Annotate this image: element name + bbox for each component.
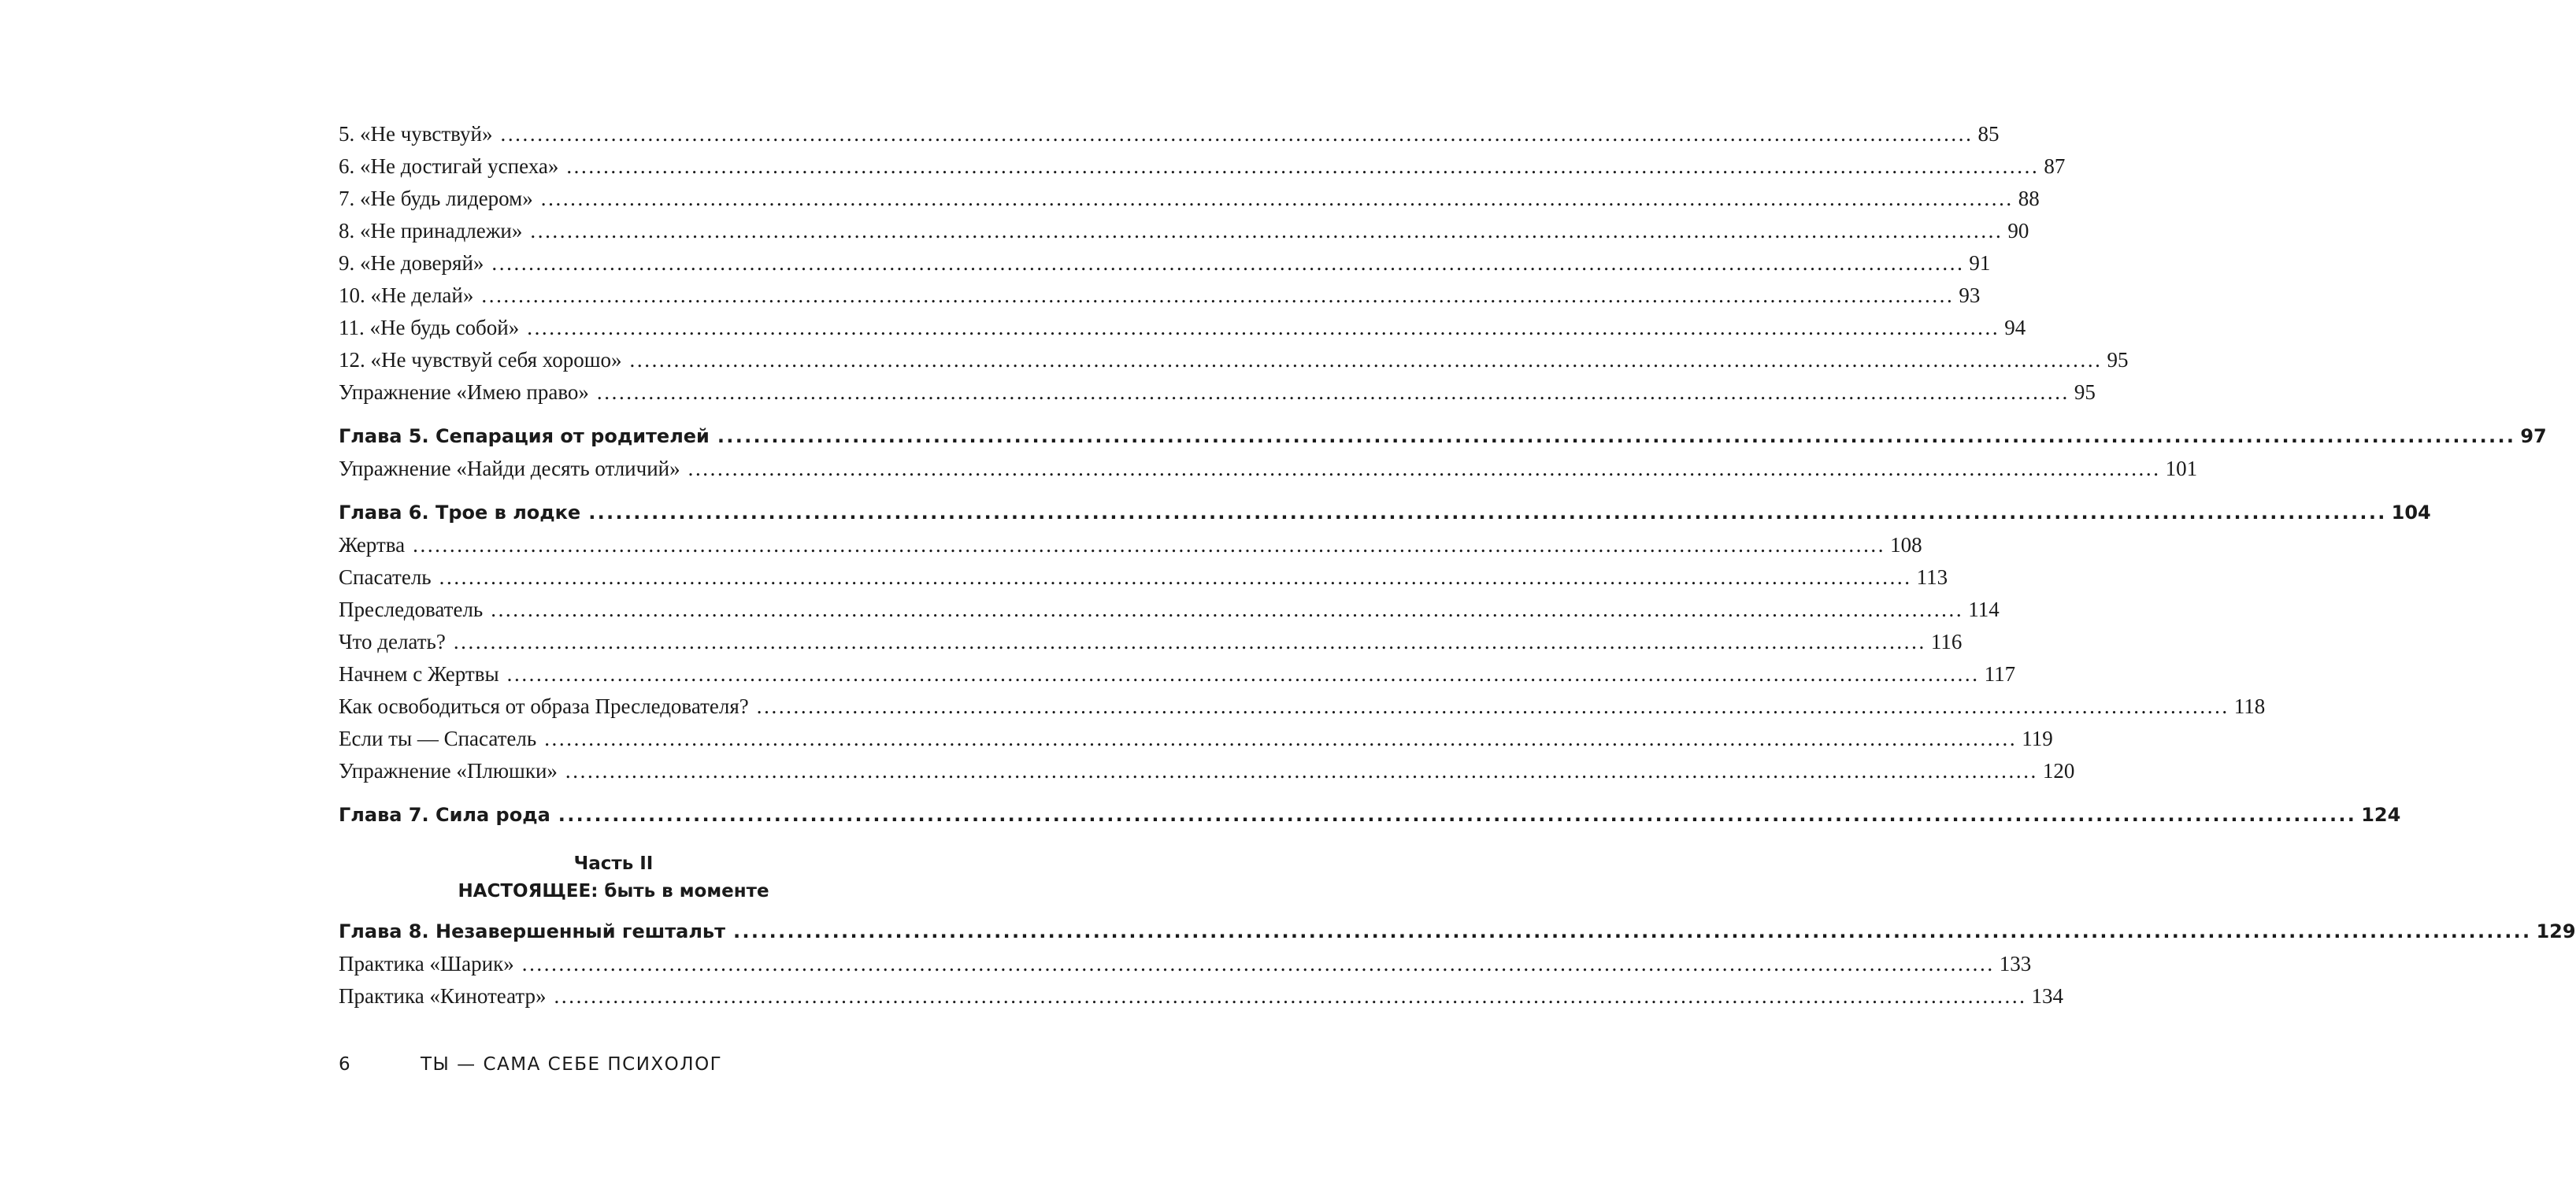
toc-entry-page: 108 <box>1890 533 1922 557</box>
dot-leader: ........................................................................................................................................................................................................ <box>688 457 2161 480</box>
book-title: ТЫ — САМА СЕБЕ ПСИХОЛОГ <box>421 1054 723 1075</box>
toc-entry[interactable] <box>339 626 1963 658</box>
toc-entry-title: 6. «Не достигай успеха» <box>339 154 559 178</box>
toc-entry-page: 91 <box>1969 251 1991 275</box>
dot-leader: ........................................................................................................................................................................................................ <box>453 630 1926 653</box>
toc-chapter-title: Глава 6. Трое в лодке <box>339 502 581 524</box>
toc-entry-title: Преследователь <box>339 598 484 621</box>
toc-entry-title: Упражнение «Имею право» <box>339 380 589 404</box>
dot-leader: ........................................................................................................................................................................................................ <box>566 154 2040 178</box>
dot-leader: ........................................................................................................................................................................................................ <box>733 920 2532 942</box>
toc-entry[interactable] <box>339 658 2016 690</box>
dot-leader: ........................................................................................................................................................................................................ <box>481 283 1955 307</box>
running-footer <box>339 1052 722 1077</box>
toc-entry[interactable] <box>339 376 2096 409</box>
toc-entry-page: 133 <box>1999 952 2032 976</box>
page-number: 6 <box>339 1054 352 1075</box>
toc-entry-title: Упражнение «Найди десять отличий» <box>339 457 680 480</box>
dot-leader: ........................................................................................................................................................................................................ <box>413 533 1886 557</box>
toc-entry[interactable] <box>339 980 2064 1013</box>
toc-entry-page: 117 <box>1984 662 2016 686</box>
toc-chapter-entry[interactable] <box>339 916 2576 948</box>
toc-entry-title: 5. «Не чувствуй» <box>339 122 493 146</box>
dot-leader: ........................................................................................................................................................................................................ <box>540 187 2014 210</box>
toc-chapter-page: 129 <box>2536 920 2576 942</box>
dot-leader: ........................................................................................................................................................................................................ <box>506 662 1980 686</box>
toc-entry-title: Начнем с Жертвы <box>339 662 499 686</box>
toc-entry-page: 134 <box>2031 984 2064 1008</box>
toc-entry-title: Жертва <box>339 533 406 557</box>
toc-entry-page: 85 <box>1977 122 2000 146</box>
toc-entry-title: 12. «Не чувствуй себя хорошо» <box>339 348 622 372</box>
toc-chapter-title: Глава 8. Незавершенный гештальт <box>339 920 726 942</box>
toc-entry-title: Что делать? <box>339 630 446 653</box>
dot-leader: ........................................................................................................................................................................................................ <box>530 219 2003 242</box>
toc-entry[interactable] <box>339 594 2000 626</box>
toc-entry-title: 8. «Не принадлежи» <box>339 219 523 242</box>
toc-entry[interactable] <box>339 312 2026 344</box>
toc-chapter-entry[interactable] <box>339 420 2547 453</box>
toc-entry-page: 116 <box>1930 630 1963 653</box>
toc-entry[interactable] <box>339 529 1922 561</box>
toc-entry[interactable] <box>339 150 2066 183</box>
dot-leader: ........................................................................................................................................................................................................ <box>588 502 2387 524</box>
toc-entry[interactable] <box>339 247 1991 280</box>
dot-leader: ........................................................................................................................................................................................................ <box>756 694 2229 718</box>
toc-entry[interactable] <box>339 948 2032 980</box>
toc-entry-page: 95 <box>2074 380 2096 404</box>
toc-entry-page: 114 <box>1968 598 2000 621</box>
toc-entry-page: 88 <box>2018 187 2040 210</box>
toc-entry[interactable] <box>339 690 2266 723</box>
toc-entry-title: Практика «Шарик» <box>339 952 514 976</box>
toc-entry-title: 10. «Не делай» <box>339 283 474 307</box>
toc-entry-title: 11. «Не будь собой» <box>339 316 520 339</box>
toc-entry[interactable] <box>339 344 2129 376</box>
part-title: НАСТОЯЩЕЕ: быть в моменте <box>458 881 769 901</box>
toc-entry[interactable] <box>339 118 2000 150</box>
toc-chapter-page: 124 <box>2361 804 2401 826</box>
dot-leader: ........................................................................................................................................................................................................ <box>565 759 2038 783</box>
toc-entry-title: Спасатель <box>339 565 432 589</box>
dot-leader: ........................................................................................................................................................................................................ <box>544 727 2018 750</box>
toc-entry-page: 120 <box>2042 759 2075 783</box>
toc-entry-page: 101 <box>2165 457 2198 480</box>
toc-entry-title: Как освободиться от образа Преследователя? <box>339 694 749 718</box>
dot-leader: ........................................................................................................................................................................................................ <box>521 952 1995 976</box>
toc-entry-title: 9. «Не доверяй» <box>339 251 484 275</box>
toc-entry[interactable] <box>339 561 1948 594</box>
toc-chapter-entry[interactable] <box>339 799 2401 831</box>
dot-leader: ........................................................................................................................................................................................................ <box>596 380 2070 404</box>
toc-entry-page: 95 <box>2107 348 2129 372</box>
toc-chapter-entry[interactable] <box>339 497 2431 529</box>
dot-leader: ........................................................................................................................................................................................................ <box>500 122 1974 146</box>
table-of-contents <box>339 118 2576 1013</box>
toc-entry[interactable] <box>339 183 2040 215</box>
dot-leader: ........................................................................................................................................................................................................ <box>527 316 2000 339</box>
toc-entry-page: 94 <box>2004 316 2026 339</box>
toc-entry-page: 118 <box>2233 694 2266 718</box>
toc-entry[interactable] <box>339 215 2029 247</box>
toc-entry-page: 87 <box>2044 154 2066 178</box>
dot-leader: ........................................................................................................................................................................................................ <box>629 348 2103 372</box>
dot-leader: ........................................................................................................................................................................................................ <box>558 804 2357 826</box>
toc-chapter-page: 97 <box>2520 425 2547 447</box>
toc-entry-page: 119 <box>2022 727 2053 750</box>
toc-entry[interactable] <box>339 453 2198 485</box>
toc-entry-page: 90 <box>2007 219 2029 242</box>
dot-leader: ........................................................................................................................................................................................................ <box>554 984 2027 1008</box>
dot-leader: ........................................................................................................................................................................................................ <box>491 251 1965 275</box>
part-label: Часть II <box>573 853 654 874</box>
part-heading <box>339 850 888 905</box>
dot-leader: ........................................................................................................................................................................................................ <box>717 425 2516 447</box>
toc-chapter-title: Глава 5. Сепарация от родителей <box>339 425 710 447</box>
toc-chapter-page: 104 <box>2391 502 2431 524</box>
toc-entry-page: 93 <box>1959 283 1981 307</box>
dot-leader: ........................................................................................................................................................................................................ <box>491 598 1964 621</box>
toc-entry-title: 7. «Не будь лидером» <box>339 187 533 210</box>
toc-entry-title: Если ты — Спасатель <box>339 727 537 750</box>
toc-entry-title: Практика «Кинотеатр» <box>339 984 547 1008</box>
toc-entry[interactable] <box>339 280 1981 312</box>
toc-chapter-title: Глава 7. Сила рода <box>339 804 550 826</box>
toc-entry[interactable] <box>339 723 2053 755</box>
toc-entry-page: 113 <box>1916 565 1948 589</box>
dot-leader: ........................................................................................................................................................................................................ <box>439 565 1912 589</box>
toc-entry-title: Упражнение «Плюшки» <box>339 759 558 783</box>
toc-entry[interactable] <box>339 755 2075 787</box>
